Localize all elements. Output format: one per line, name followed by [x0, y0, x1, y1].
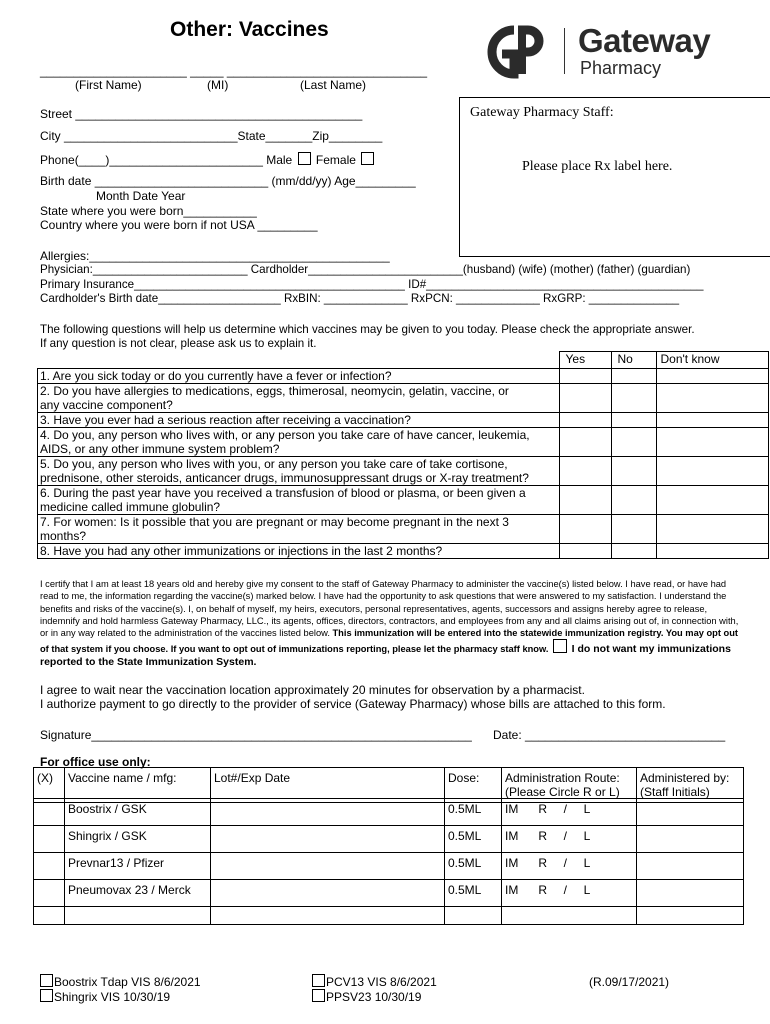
route-cell[interactable]: [502, 907, 637, 925]
question-row: [38, 486, 769, 515]
admin-header-line2: (Staff Initials): [640, 785, 710, 799]
logo-sub: Pharmacy: [580, 58, 662, 78]
pcv13-vis-checkbox[interactable]: [312, 974, 325, 987]
vaccine-row: [34, 799, 744, 826]
admin-header-line1: Administered by:: [640, 771, 730, 785]
question-text-cont: prednisone, other steroids, anticancer drugs, immunosuppressant drugs or X-ray treatment?: [40, 471, 529, 485]
question-text: 4. Do you, any person who lives with, or any person you take care of have cancer, leukemia,: [40, 428, 530, 442]
allergies-field[interactable]: Allergies:_____________________________________________: [40, 249, 390, 263]
initials-cell[interactable]: [637, 826, 744, 853]
dose-value: 0.5ML: [445, 826, 502, 853]
question-text-cont: medicine called immune globulin?: [40, 500, 221, 514]
question-row: [38, 369, 769, 384]
gp-logo-icon: [484, 24, 546, 80]
initials-cell[interactable]: [637, 853, 744, 880]
consent-paragraph: [40, 578, 740, 668]
ppsv23-vis-checkbox[interactable]: [312, 989, 325, 1002]
dont-know-cell[interactable]: [656, 486, 768, 515]
route-header-line2: (Please Circle R or L): [505, 785, 620, 799]
cardholder-birth-field[interactable]: Cardholder's Birth date___________________ RxBIN: _____________ RxPCN: _____________ RxGRP: ______________: [40, 292, 680, 305]
last-name-label: (Last Name): [300, 78, 367, 92]
x-cell[interactable]: [34, 799, 65, 826]
lot-cell[interactable]: [211, 880, 445, 907]
question-text: 6. During the past year have you received a transfusion of blood or plasma, or been given a: [40, 486, 526, 500]
no-cell[interactable]: [611, 428, 656, 457]
phone-gender-row: [40, 152, 376, 167]
question-row: [38, 413, 769, 428]
route-options[interactable]: IM R / L: [502, 853, 637, 880]
mi-label: (MI): [207, 78, 229, 92]
vaccine-name: Boostrix / GSK: [65, 799, 211, 826]
question-text-cont: AIDS, or any other immune system problem?: [40, 442, 280, 456]
question-row: [38, 544, 769, 559]
route-header-line1: Administration Route:: [505, 771, 620, 785]
vaccine-name: Shingrix / GSK: [65, 826, 211, 853]
vaccine-cell[interactable]: [65, 907, 211, 925]
office-use-title: For office use only:: [40, 755, 151, 769]
yes-cell[interactable]: [559, 369, 611, 384]
question-text: 8. Have you had any other immunizations or injections in the last 2 months?: [40, 544, 443, 558]
page-title: Other: Vaccines: [170, 18, 329, 41]
yes-cell[interactable]: [559, 457, 611, 486]
yes-cell[interactable]: [559, 486, 611, 515]
no-cell[interactable]: [611, 369, 656, 384]
logo-separator: [564, 28, 565, 74]
route-options[interactable]: IM R / L: [502, 880, 637, 907]
question-text: 7. For women: Is it possible that you are pregnant or may become pregnant in the next 3: [40, 515, 509, 529]
question-text: 2. Do you have allergies to medications, eggs, thimerosal, neomycin, gelatin, vaccine, or: [40, 384, 509, 398]
birth-date-field[interactable]: Birth date __________________________ (mm/dd/yy) Age_________: [40, 174, 416, 188]
dont-know-cell[interactable]: [656, 428, 768, 457]
question-row: [38, 457, 769, 486]
dont-know-cell[interactable]: [656, 384, 768, 413]
route-options[interactable]: IM R / L: [502, 799, 637, 826]
initials-cell[interactable]: [637, 799, 744, 826]
insurance-field[interactable]: Primary Insurance__________________________________________ ID#___________________________________________: [40, 278, 704, 291]
route-options[interactable]: IM R / L: [502, 826, 637, 853]
yes-cell[interactable]: [559, 384, 611, 413]
questions-intro-2: If any question is not clear, please ask us to explain it.: [40, 337, 317, 350]
date-field[interactable]: Date: ______________________________: [493, 728, 726, 742]
female-label: Female: [315, 153, 356, 167]
no-header: No: [611, 352, 656, 369]
revision-code: (R.09/17/2021): [589, 975, 670, 989]
yes-cell[interactable]: [559, 413, 611, 428]
question-text: 1. Are you sick today or do you currently have a fever or infection?: [40, 369, 392, 383]
dont-know-cell[interactable]: [656, 544, 768, 559]
vaccine-name: Prevnar13 / Pfizer: [65, 853, 211, 880]
screening-questions-table: [37, 351, 769, 559]
questions-intro: The following questions will help us determine which vaccines may be given to you today. Please check the appropriate answer.: [40, 323, 695, 336]
male-checkbox[interactable]: [298, 152, 311, 165]
yes-cell[interactable]: [559, 544, 611, 559]
optout-label: I do not want my immunizations reported to the State Immunization System.: [40, 643, 731, 668]
street-field[interactable]: Street ___________________________________________: [40, 107, 363, 121]
shingrix-vis-checkbox[interactable]: [40, 989, 53, 1002]
phone-field[interactable]: Phone(____)_______________________ Male: [40, 153, 293, 167]
question-text: 5. Do you, any person who lives with you, or any person you take care of take cortisone,: [40, 457, 508, 471]
city-state-zip-field[interactable]: City __________________________State_______Zip________: [40, 129, 383, 143]
birth-date-sublabels: Month Date Year: [96, 189, 186, 203]
question-row: [38, 428, 769, 457]
first-name-label: (First Name): [75, 78, 142, 92]
boostrix-vis-label: Boostrix Tdap VIS 8/6/2021: [54, 975, 201, 989]
no-cell[interactable]: [611, 413, 656, 428]
ppsv23-vis-label: PPSV23 10/30/19: [326, 990, 422, 1004]
question-text-cont: months?: [40, 529, 87, 543]
dose-value: 0.5ML: [445, 880, 502, 907]
dont-know-cell[interactable]: [656, 413, 768, 428]
female-checkbox[interactable]: [361, 152, 374, 165]
x-cell[interactable]: [34, 907, 65, 925]
vaccine-row: [34, 853, 744, 880]
dose-cell[interactable]: [445, 907, 502, 925]
dose-value: 0.5ML: [445, 799, 502, 826]
boostrix-vis-checkbox[interactable]: [40, 974, 53, 987]
x-cell[interactable]: [34, 826, 65, 853]
optout-checkbox[interactable]: [553, 639, 567, 653]
pcv13-vis-label: PCV13 VIS 8/6/2021: [326, 975, 437, 989]
col-dose-header: Dose:: [445, 768, 502, 803]
consent-body: I certify that I am at least 18 years old and hereby give my consent to the staff of Gateway Pharmacy to administer the vaccine(s) listed below. I have read, or have had read to me, the information regarding the vaccine(s) marked below. I have had the opportunity to ask questions that were answered to my satisfaction. I understand the benefits and risks of the vaccine(s). I, on behalf of myself, my heirs, executors, personal representatives, agents, successors and assigns hereby agree to release, indemnify and hold harmless Gateway Pharmacy, LLC., its agents, offices, directors, contractors, and employees from any and all claims arising out of, in connection with, or in any way related to the administration of the vaccines listed below.: [40, 579, 739, 639]
country-born-field[interactable]: Country where you were born if not USA _________: [40, 218, 318, 232]
yes-cell[interactable]: [559, 515, 611, 544]
staff-rx-label-box: [459, 97, 770, 257]
physician-field[interactable]: Physician:________________________ Cardholder________________________(husband) (wife) (mother) (father) (guardian): [40, 263, 691, 276]
consent-registry-note: This immunization will be entered into the statewide immunization registry. You may opt out of that system if you choose. If you want to opt out of immunizations reporting, please let the pharmacy staff know.: [40, 628, 738, 655]
staff-box-label: Please place Rx label here.: [522, 159, 673, 174]
no-cell[interactable]: [611, 457, 656, 486]
office-use-rows: [33, 798, 744, 925]
dont-know-cell[interactable]: [656, 515, 768, 544]
agree-wait-text: I agree to wait near the vaccination location approximately 20 minutes for observation by a pharmacist.: [40, 683, 585, 697]
question-row: [38, 515, 769, 544]
no-cell[interactable]: [611, 384, 656, 413]
yes-cell[interactable]: [559, 428, 611, 457]
gateway-logo: [484, 24, 734, 80]
vis-ppsv23: [312, 989, 421, 1004]
lot-cell[interactable]: [211, 826, 445, 853]
initials-cell[interactable]: [637, 907, 744, 925]
vis-boostrix: [40, 974, 201, 989]
x-cell[interactable]: [34, 880, 65, 907]
no-cell[interactable]: [611, 515, 656, 544]
vaccine-row: [34, 826, 744, 853]
name-blanks[interactable]: ______________________ _____ ______________________________: [40, 64, 428, 78]
lot-cell[interactable]: [211, 907, 445, 925]
question-text-cont: any vaccine component?: [40, 398, 173, 412]
staff-box-title: Gateway Pharmacy Staff:: [470, 105, 614, 120]
vaccine-row-blank: [34, 907, 744, 925]
logo-brand: Gateway: [578, 22, 711, 59]
vis-shingrix: [40, 989, 170, 1004]
no-cell[interactable]: [611, 544, 656, 559]
signature-field[interactable]: Signature_________________________________________________________: [40, 728, 472, 742]
vaccine-name: Pneumovax 23 / Merck: [65, 880, 211, 907]
dont-know-cell[interactable]: [656, 369, 768, 384]
dose-value: 0.5ML: [445, 853, 502, 880]
lot-cell[interactable]: [211, 799, 445, 826]
vaccine-row: [34, 880, 744, 907]
x-cell[interactable]: [34, 853, 65, 880]
yes-header: Yes: [559, 352, 611, 369]
initials-cell[interactable]: [637, 880, 744, 907]
vis-pcv13: [312, 974, 437, 989]
col-x-header: (X): [34, 768, 65, 803]
dont-know-cell[interactable]: [656, 457, 768, 486]
agree-payment-text: I authorize payment to go directly to the provider of service (Gateway Pharmacy) whose bills are attached to this form.: [40, 697, 666, 711]
lot-cell[interactable]: [211, 853, 445, 880]
shingrix-vis-label: Shingrix VIS 10/30/19: [54, 990, 171, 1004]
col-lot-header: Lot#/Exp Date: [211, 768, 445, 803]
no-cell[interactable]: [611, 486, 656, 515]
question-row: [38, 384, 769, 413]
dont-know-header: Don't know: [656, 352, 768, 369]
state-born-field[interactable]: State where you were born___________: [40, 204, 257, 218]
question-text: 3. Have you ever had a serious reaction after receiving a vaccination?: [40, 413, 411, 427]
question-header-blank: [38, 352, 560, 369]
col-vaccine-header: Vaccine name / mfg:: [65, 768, 211, 803]
